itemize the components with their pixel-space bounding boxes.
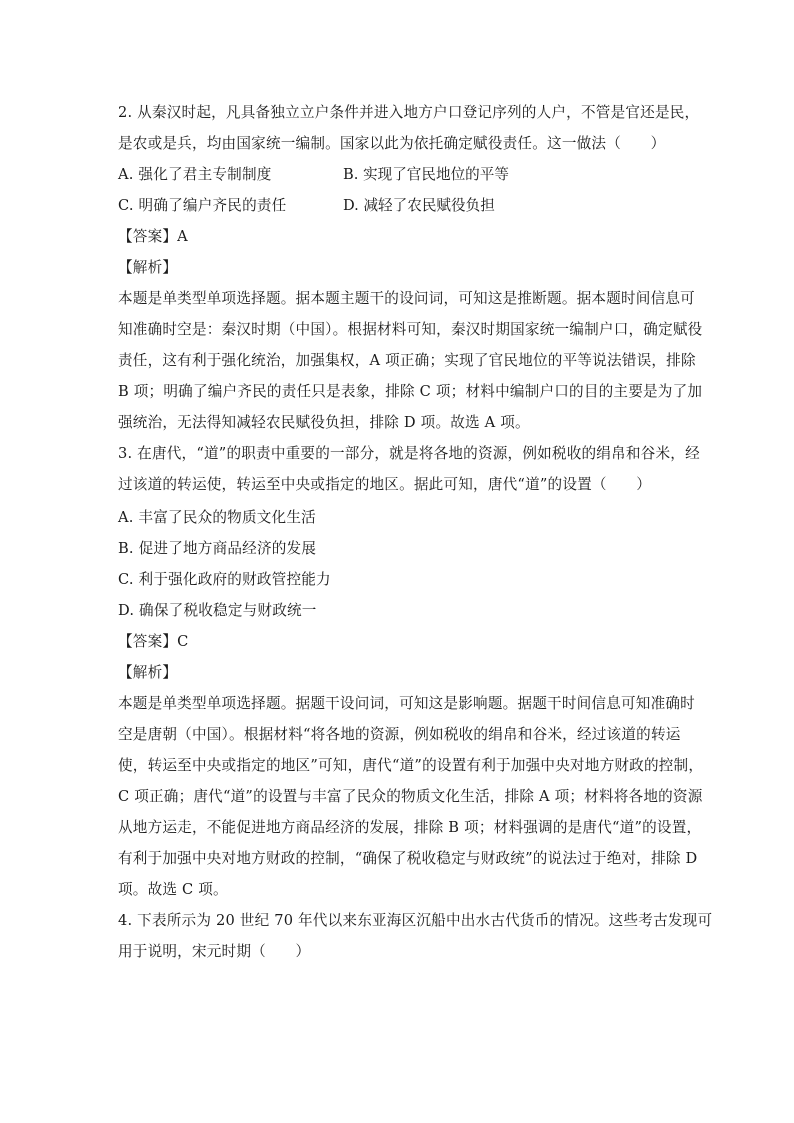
q2-analysis-line: B 项；明确了编户齐民的责任只是表象，排除 C 项；材料中编制户口的目的主要是为了加 xyxy=(118,383,703,400)
q3-analysis-line: 从地方运走，不能促进地方商品经济的发展，排除 B 项；材料强调的是唐代“道”的设置， xyxy=(118,819,702,836)
q3-analysis-line: 有利于加强中央对地方财政的控制，“确保了税收稳定与财政统”的说法过于绝对，排除 D xyxy=(118,850,698,867)
q2-option-b: B. 实现了官民地位的平等 xyxy=(343,166,509,183)
q3-option-a: A. 丰富了民众的物质文化生活 xyxy=(118,509,316,526)
q2-stem-line-1: 2. 从秦汉时起，凡具备独立立户条件并进入地方户口登记序列的人户，不管是官还是民， xyxy=(118,104,700,121)
q2-answer: 【答案】A xyxy=(118,228,188,245)
q3-option-c: C. 利于强化政府的财政管控能力 xyxy=(118,571,331,588)
q3-analysis-line: 项。故选 C 项。 xyxy=(118,881,228,898)
q2-analysis-line: 知准确时空是：秦汉时期（中国）。根据材料可知，秦汉时期国家统一编制户口，确定赋役 xyxy=(118,321,703,338)
q3-analysis-title: 【解析】 xyxy=(118,664,178,681)
q2-option-c: C. 明确了编户齐民的责任 xyxy=(118,197,287,214)
q2-option-d: D. 减轻了农民赋役负担 xyxy=(343,197,495,214)
q2-analysis-title: 【解析】 xyxy=(118,259,178,276)
q3-analysis-line: 空是唐朝（中国）。根据材料“将各地的资源，例如税收的绢帛和谷米，经过该道的转运 xyxy=(118,726,681,743)
q2-stem-line-2: 是农或是兵，均由国家统一编制。国家以此为依托确定赋役责任。这一做法（ ） xyxy=(118,135,666,152)
q2-analysis-line: 本题是单类型单项选择题。据本题主题干的设问词，可知这是推断题。据本题时间信息可 xyxy=(118,290,695,307)
q3-option-b: B. 促进了地方商品经济的发展 xyxy=(118,540,317,557)
q3-answer: 【答案】C xyxy=(118,633,189,650)
q3-stem-line-2: 过该道的转运使，转运至中央或指定的地区。据此可知，唐代“道”的设置（ ） xyxy=(118,476,652,493)
q4-stem-line-2: 用于说明，宋元时期（ ） xyxy=(118,943,311,960)
q2-analysis-line: 强统治，无法得知减轻农民赋役负担，排除 D 项。故选 A 项。 xyxy=(118,414,530,431)
q3-option-d: D. 确保了税收稳定与财政统一 xyxy=(118,602,317,619)
q2-option-a: A. 强化了君主专制制度 xyxy=(118,166,272,183)
q3-analysis-line: 使，转运至中央或指定的地区”可知，唐代“道”的设置有利于加强中央对地方财政的控制， xyxy=(118,757,704,774)
q3-analysis-line: 本题是单类型单项选择题。据题干设问词，可知这是影响题。据题干时间信息可知准确时 xyxy=(118,695,695,712)
q3-analysis-line: C 项正确；唐代“道”的设置与丰富了民众的物质文化生活，排除 A 项；材料将各地的资源 xyxy=(118,788,703,805)
q4-stem-line-1: 4. 下表所示为 20 世纪 70 年代以来东亚海区沉船中出水古代货币的情况。这些考古发现可 xyxy=(118,912,713,929)
q2-analysis-line: 责任，这有利于强化统治，加强集权，A 项正确；实现了官民地位的平等说法错误，排除 xyxy=(118,352,696,369)
q3-stem-line-1: 3. 在唐代，“道”的职责中重要的一部分，就是将各地的资源，例如税收的绢帛和谷米，经 xyxy=(118,445,700,462)
